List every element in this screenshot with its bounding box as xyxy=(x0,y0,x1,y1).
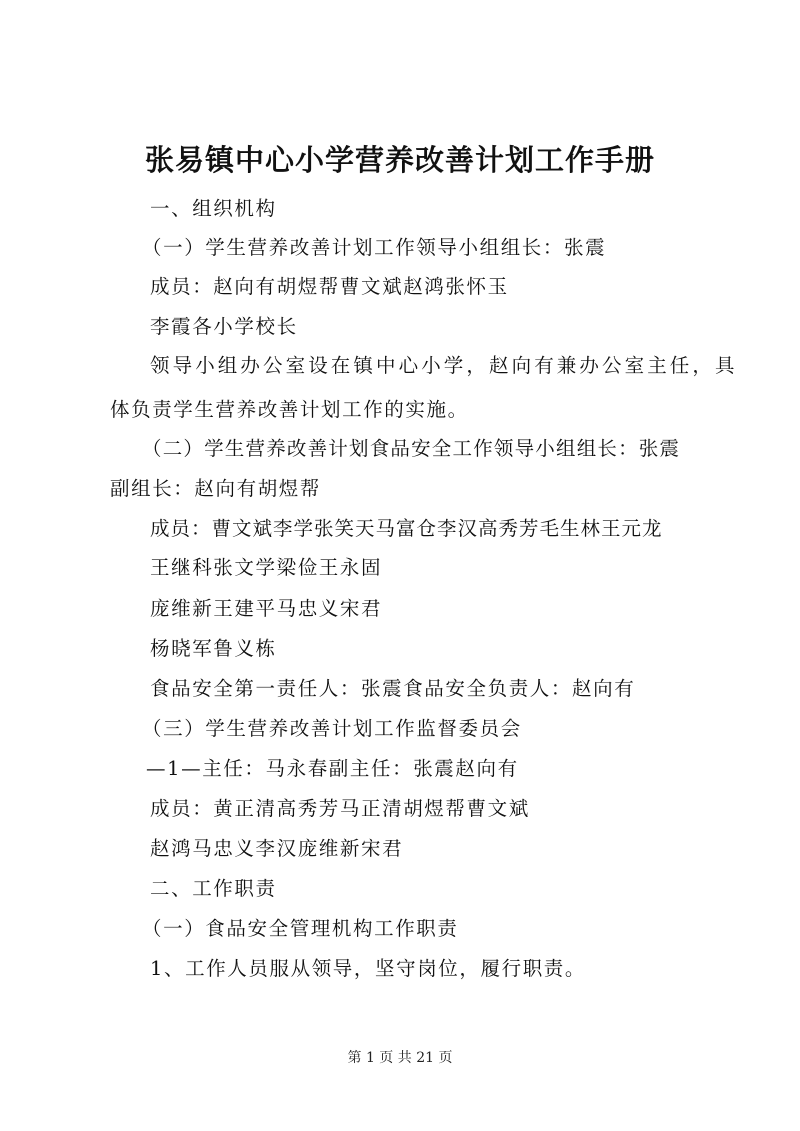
deputy-leader-line: 副组长：赵向有胡煜帮 xyxy=(110,477,322,500)
members-line: 成员：赵向有胡煜帮曹文斌赵鸿张怀玉 xyxy=(150,275,509,298)
supervision-committee-line: （三）学生营养改善计划工作监督委员会 xyxy=(142,717,522,740)
responsible-person-line: 食品安全第一责任人：张震食品安全负责人：赵向有 xyxy=(150,677,636,700)
food-safety-members-line-4: 杨晓军鲁义栋 xyxy=(150,637,277,660)
committee-members-line-2: 赵鸿马忠义李汉庞维新宋君 xyxy=(150,837,404,860)
committee-members-line: 成员：黄正清高秀芳马正清胡煜帮曹文斌 xyxy=(150,797,530,820)
director-line: —1—主任：马永春副主任：张震赵向有 xyxy=(146,757,519,780)
duty-item-1: 1、工作人员服从领导，坚守岗位，履行职责。 xyxy=(150,957,587,980)
section-heading-organization: 一、组织机构 xyxy=(150,197,277,220)
members-continued-line: 李霞各小学校长 xyxy=(150,315,298,338)
food-safety-members-line: 成员：曹文斌李学张笑天马富仓李汉高秀芳毛生林王元龙 xyxy=(150,517,663,540)
document-title: 张易镇中心小学营养改善计划工作手册 xyxy=(144,143,655,177)
office-line: 领导小组办公室设在镇中心小学，赵向有兼办公室主任，具 xyxy=(150,354,738,377)
page-number-footer: 第 1 页 共 21 页 xyxy=(347,1050,453,1066)
section-heading-duties: 二、工作职责 xyxy=(150,877,277,900)
leader-group-line: （一）学生营养改善计划工作领导小组组长：张震 xyxy=(142,236,607,259)
office-continued-line: 体负责学生营养改善计划工作的实施。 xyxy=(110,398,469,421)
food-safety-group-line: （二）学生营养改善计划食品安全工作领导小组组长：张震 xyxy=(142,437,681,460)
food-safety-members-line-3: 庞维新王建平马忠义宋君 xyxy=(150,597,383,620)
subsection-food-safety-duties: （一）食品安全管理机构工作职责 xyxy=(142,917,459,940)
food-safety-members-line-2: 王继科张文学梁俭王永固 xyxy=(150,556,383,579)
